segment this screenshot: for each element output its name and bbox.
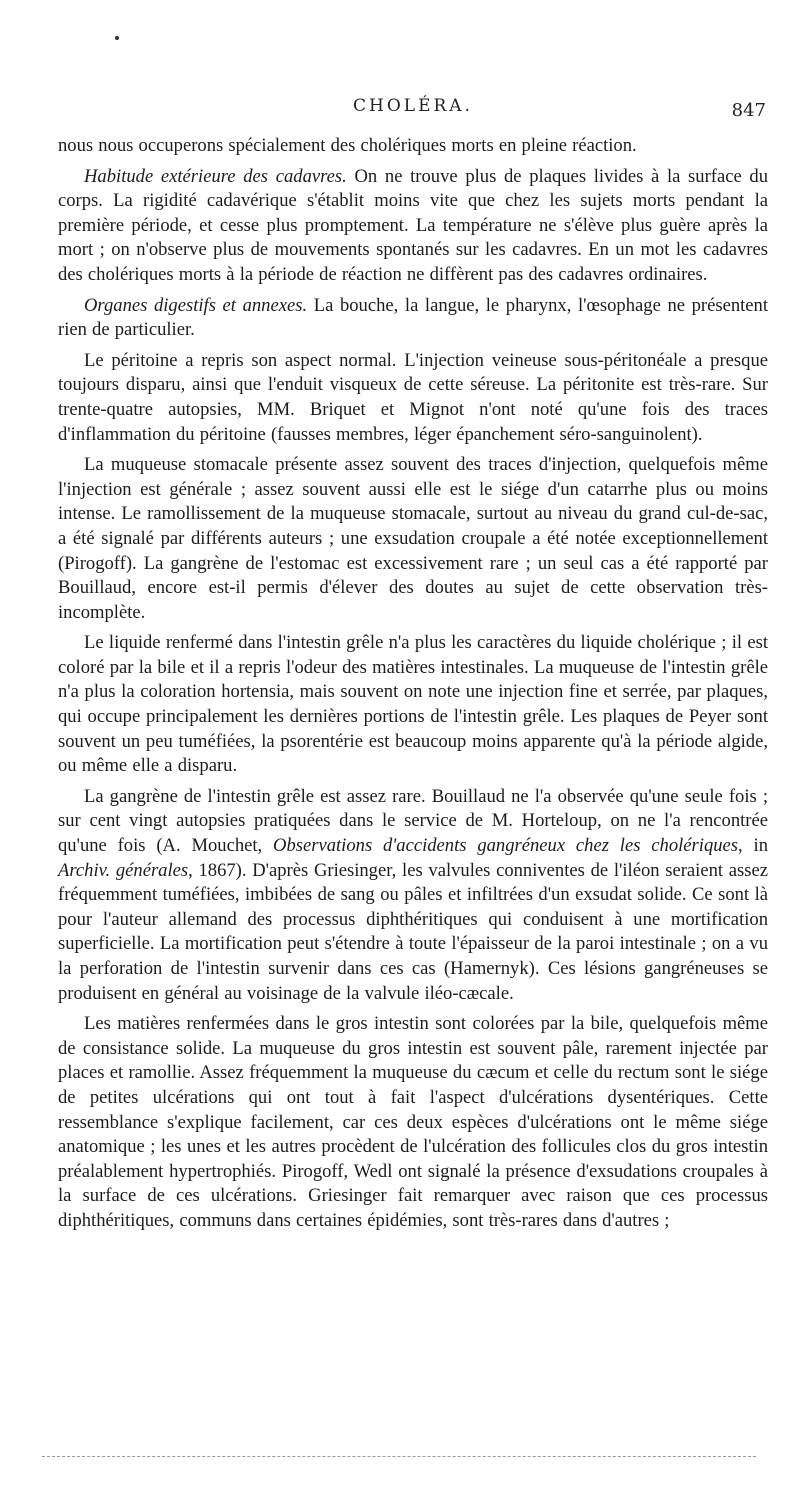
paragraph-organes: Organes digestifs et annexes. La bouche, la langue, le pharynx, l'œsophage ne présentent rien de particulier.: [58, 294, 769, 341]
page-header: [60, 96, 766, 130]
scan-speck: [115, 36, 119, 40]
running-head: CHOLÉRA.: [353, 96, 473, 116]
paragraph-peritoine: Le péritoine a repris son aspect normal. L'injection veineuse sous-péritonéale a presque toujours disparu, ainsi que l'enduit visqueux de cette séreuse. La péritonite est très-rare. Sur trente-quatre autopsies, MM. Briquet et Mignot n'ont noté qu'une fois des traces d'inflammation du péritoine (fausses membres, léger épanchement séro-sanguinolent).: [58, 349, 768, 445]
paragraph-muqueuse-stomacale: La muqueuse stomacale présente assez souvent des traces d'injection, quelquefois même l'injection est générale ; assez souvent aussi elle est le siége d'un catarrhe plus ou moins intense. Le ramollissement de la muqueuse stomacale, surtout au niveau du grand cul-de-sac, a été signalé par différents auteurs ; une exsudation croupale a été notée exceptionnellement (Pirogoff). La gangrène de l'estomac est excessivement rare ; un seul cas a été rapporté par Bouillaud, encore est-il permis d'élever des doutes au sujet de cette observation très-incomplète.: [58, 454, 768, 623]
body-text: [58, 134, 768, 1240]
citation-title: Observations d'accidents gangréneux chez les cholériques: [273, 835, 739, 857]
paragraph-intestin-grele: Le liquide renfermé dans l'intestin grêle n'a plus les caractères du liquide cholérique ; il est coloré par la bile et il a repris l'odeur des matières intestinales. La muqueuse de l'intestin grêle n'a plus la coloration hortensia, mais souvent on note une injection fine et serrée, par plaques, qui occupe principalement les dernières portions de l'intestin grêle. Les plaques de Peyer sont souvent un peu tuméfiées, la psorentérie est beaucoup moins apparente qu'à la période algide, ou même elle a disparu.: [58, 632, 768, 777]
footer-rule: [42, 1456, 756, 1457]
journal-title: Archiv. générales: [58, 859, 189, 881]
paragraph-continuation: nous nous occuperons spécialement des cholériques morts en pleine réaction.: [58, 135, 637, 156]
section-lead: Habitude extérieure des cadavres.: [84, 165, 347, 187]
section-lead: Organes digestifs et annexes.: [84, 294, 308, 316]
page-number: 847: [731, 100, 766, 121]
paragraph-cadavres: Habitude extérieure des cadavres. On ne trouve plus de plaques livides à la surface du corps. La rigidité cadavérique s'établit moins vite que chez les sujets morts pendant la première période, et cesse plus promptement. La température ne s'élève plus guère après la mort ; on n'observe plus de mouvements spontanés sur les cadavres. En un mot les cadavres des cholériques morts à la période de réaction ne diffèrent pas des cadavres ordinaires.: [58, 165, 769, 285]
paragraph-gros-intestin: Les matières renfermées dans le gros intestin sont colorées par la bile, quelquefois même de consistance solide. La muqueuse du gros intestin est souvent pâle, rarement injectée par places et ramollie. Assez fréquemment la muqueuse du cæcum et celle du rectum sont le siége de petites ulcérations qui ont tout à fait l'aspect d'ulcérations dysentériques. Cette ressemblance s'explique facilement, car ces deux espèces d'ulcérations ont le même siége anatomique ; les unes et les autres procèdent de l'ulcération des follicules clos du gros intestin préalablement hypertrophiés. Pirogoff, Wedl ont signalé la présence d'exsudations croupales à la surface de ces ulcérations. Griesinger fait remarquer avec raison que ces processus diphthéritiques, communs dans certaines épidémies, sont très-rares dans d'autres ;: [58, 1013, 768, 1231]
paragraph-gangrene: La gangrène de l'intestin grêle est assez rare. Bouillaud ne l'a observée qu'une seule fois ; sur cent vingt autopsies pratiquées dans le service de M. Horteloup, on ne l'a rencontrée qu'une fois (A. Mouchet, Observations d'accidents gangréneux chez les cholériques, in Archiv. générales, 1867). D'après Griesinger, les valvules conniventes de l'iléon seraient assez fréquemment tuméfiées, imbibées de sang ou pâles et infiltrées d'un exsudat solide. Ce sont là pour l'auteur allemand des processus diphthéritiques qui conduisent à une mortification superficielle. La mortification peut s'étendre à toute l'épaisseur de la paroi intestinale ; on a vu la perforation de l'intestin survenir dans ces cas (Hamernyk). Ces lésions gangréneuses se produisent en général au voisinage de la valvule iléo-cæcale.: [58, 785, 768, 1004]
